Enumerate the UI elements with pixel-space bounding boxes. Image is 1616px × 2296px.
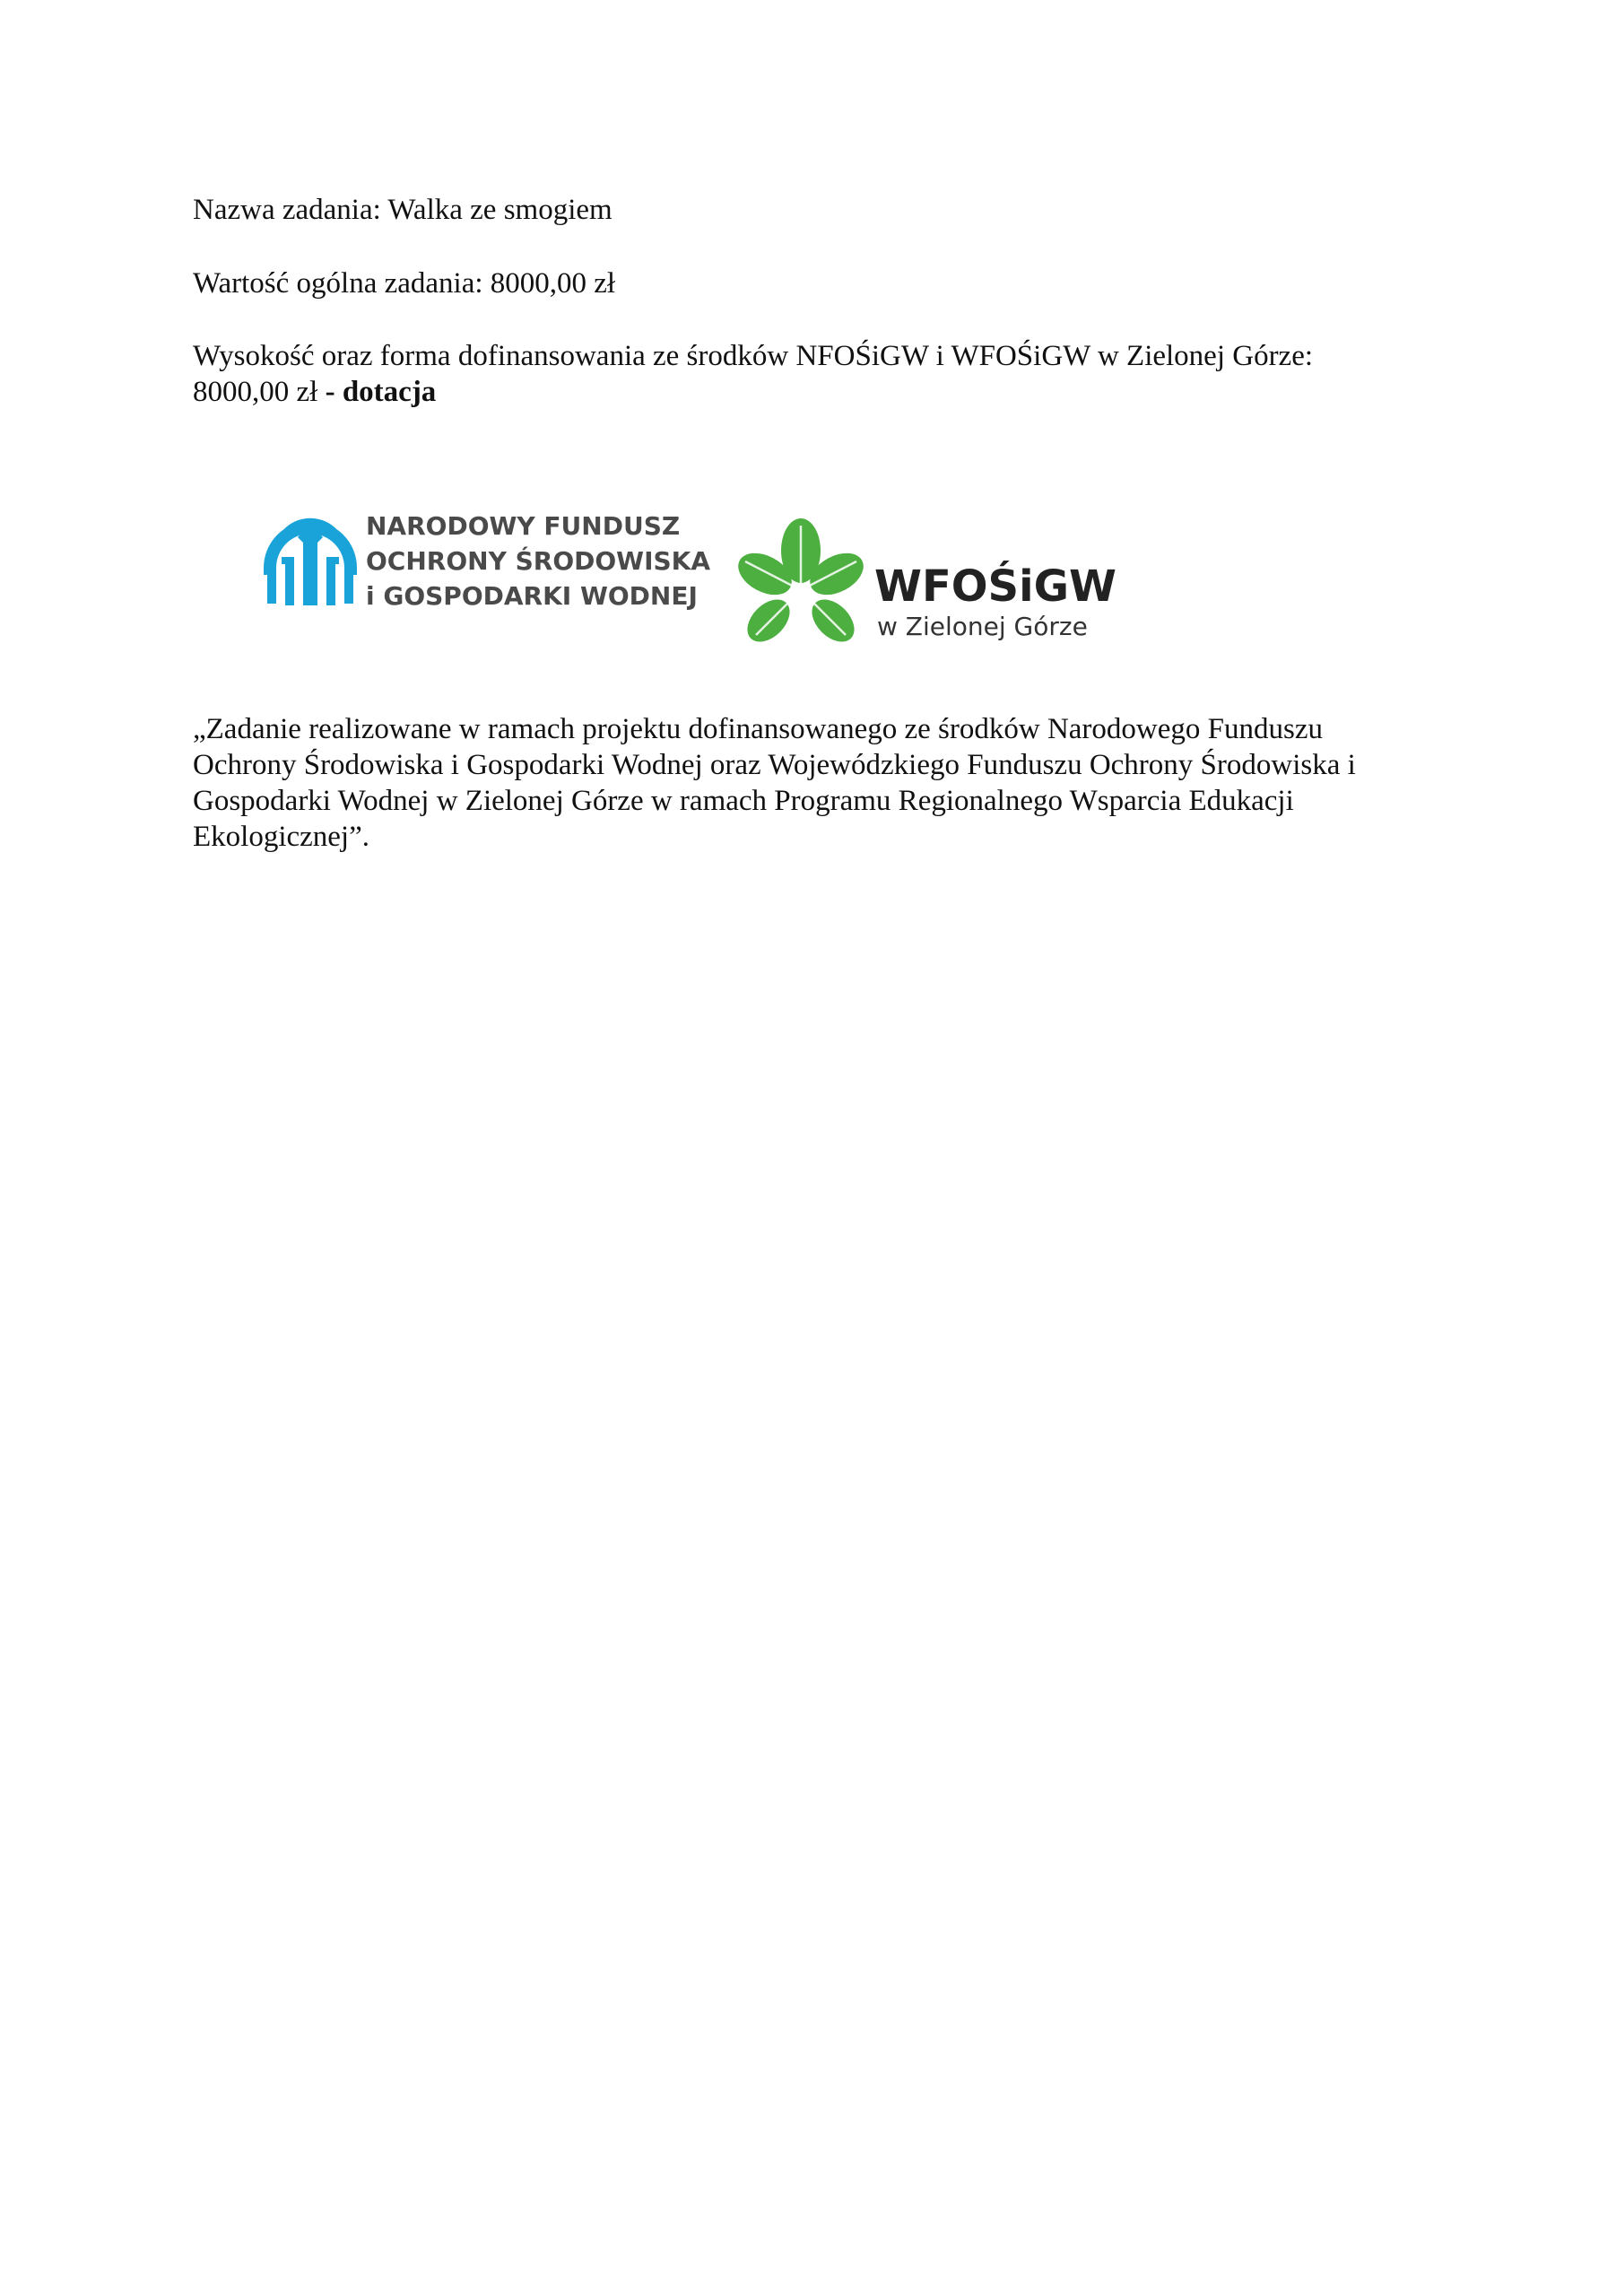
- nfos-logo-line3: i GOSPODARKI WODNEJ: [366, 581, 698, 611]
- funding-info: [193, 338, 1448, 410]
- nfosigw-logo: [258, 505, 711, 614]
- funding-amount: 8000,00 zł: [193, 376, 318, 408]
- chestnut-leaf-icon: [731, 518, 870, 650]
- nfos-logo-line2: OCHRONY ŚRODOWISKA: [366, 546, 711, 576]
- task-value: Wartość ogólna zadania: 8000,00 zł: [193, 267, 616, 300]
- funding-line1: Wysokość oraz forma dofinansowania ze środków NFOŚiGW i WFOŚiGW w Zielonej Górze:: [193, 340, 1314, 372]
- nfos-logo-line1: NARODOWY FUNDUSZ: [366, 511, 681, 541]
- wfos-logo-name: WFOŚiGW: [874, 561, 1116, 612]
- wfosigw-logo: [738, 518, 1115, 651]
- project-quote: „Zadanie realizowane w ramach projektu dofinansowanego ze środków Narodowego Funduszu Ochrony Środowiska i Gospodarki Wodnej oraz Wojewódzkiego Funduszu Ochrony Środowiska i Gospodarki Wodnej w Zielonej Górze w ramach Programu Regionalnego Wsparcia Edukacji Ekologicznej”.: [193, 713, 1356, 853]
- wfos-logo-subtitle: w Zielonej Górze: [877, 612, 1088, 641]
- task-name: Nazwa zadania: Walka ze smogiem: [193, 194, 613, 226]
- nfosigw-emblem-icon: [264, 521, 357, 605]
- funding-form: dotacja: [342, 376, 437, 408]
- funding-separator: -: [317, 376, 343, 408]
